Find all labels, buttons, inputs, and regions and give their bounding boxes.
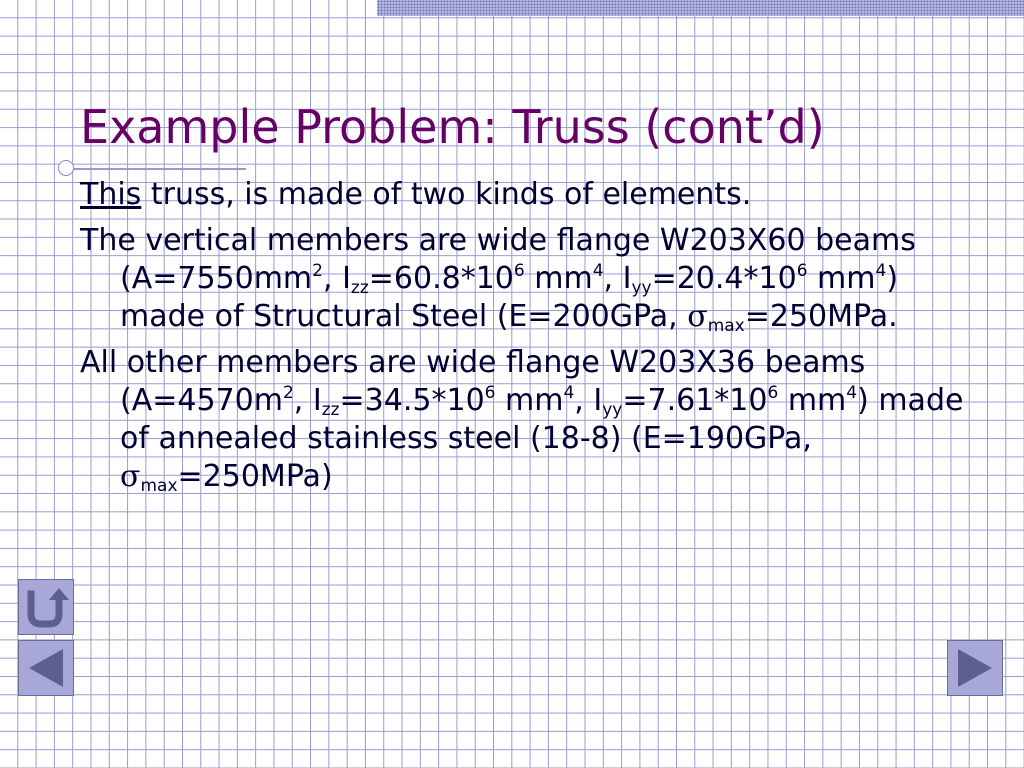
superscript: 6 [484, 383, 496, 403]
paragraph-text: =20.4*10 [651, 261, 797, 296]
paragraph-text: The vertical members are wide flange W203X60 beams (A=7550mm [80, 223, 916, 296]
underlined-word: This [80, 177, 142, 212]
superscript: 2 [312, 261, 323, 281]
subscript: max [140, 476, 178, 496]
paragraph-text: truss, is made of two kinds of elements. [141, 177, 752, 212]
sigma-symbol: σ [120, 459, 141, 494]
superscript: 6 [513, 261, 525, 281]
superscript: 4 [592, 261, 604, 281]
superscript: 2 [282, 383, 294, 403]
paragraph-vertical-members [80, 222, 980, 336]
paragraph-text: ) made of Structural Steel (E=200GPa, [120, 261, 899, 334]
paragraph-text: =60.8*10 [368, 261, 514, 296]
superscript: 4 [563, 383, 575, 403]
next-slide-button[interactable] [947, 640, 1003, 696]
subscript: yy [602, 400, 623, 420]
paragraph-text: mm [495, 383, 564, 418]
triangle-left-icon [19, 641, 73, 695]
paragraph-intro [80, 176, 980, 214]
superscript: 4 [875, 261, 887, 281]
superscript: 6 [767, 383, 779, 403]
circle-bullet-icon [58, 160, 74, 176]
title-divider [66, 168, 246, 170]
paragraph-text: , I [293, 383, 322, 418]
sigma-symbol: σ [687, 299, 708, 334]
paragraph-text: , I [603, 261, 632, 296]
previous-slide-button[interactable] [18, 640, 74, 696]
paragraph-text: =7.61*10 [622, 383, 768, 418]
return-icon [19, 580, 73, 634]
paragraph-text: mm [807, 261, 876, 296]
paragraph-text: ) made of annealed stainless steel (18-8) (E=190GPa, [120, 383, 964, 456]
paragraph-text: =34.5*10 [339, 383, 485, 418]
paragraph-text: mm [778, 383, 847, 418]
paragraph-other-members [80, 344, 980, 496]
slide-body [80, 176, 980, 504]
return-button[interactable] [18, 579, 74, 635]
triangle-right-icon [948, 641, 1002, 695]
subscript: max [707, 316, 745, 336]
superscript: 6 [796, 261, 808, 281]
paragraph-text: =250MPa) [177, 459, 333, 494]
paragraph-text: =250MPa. [744, 299, 898, 334]
subscript: zz [350, 278, 369, 298]
paragraph-text: , I [323, 261, 351, 296]
paragraph-text: All other members are wide flange W203X36 beams (A=4570m [80, 345, 866, 418]
subscript: zz [321, 400, 340, 420]
slide-title: Example Problem: Truss (cont’d) [80, 100, 825, 154]
decorative-band [377, 0, 1024, 16]
paragraph-text: mm [524, 261, 593, 296]
subscript: yy [631, 278, 652, 298]
paragraph-text: , I [574, 383, 603, 418]
superscript: 4 [846, 383, 858, 403]
